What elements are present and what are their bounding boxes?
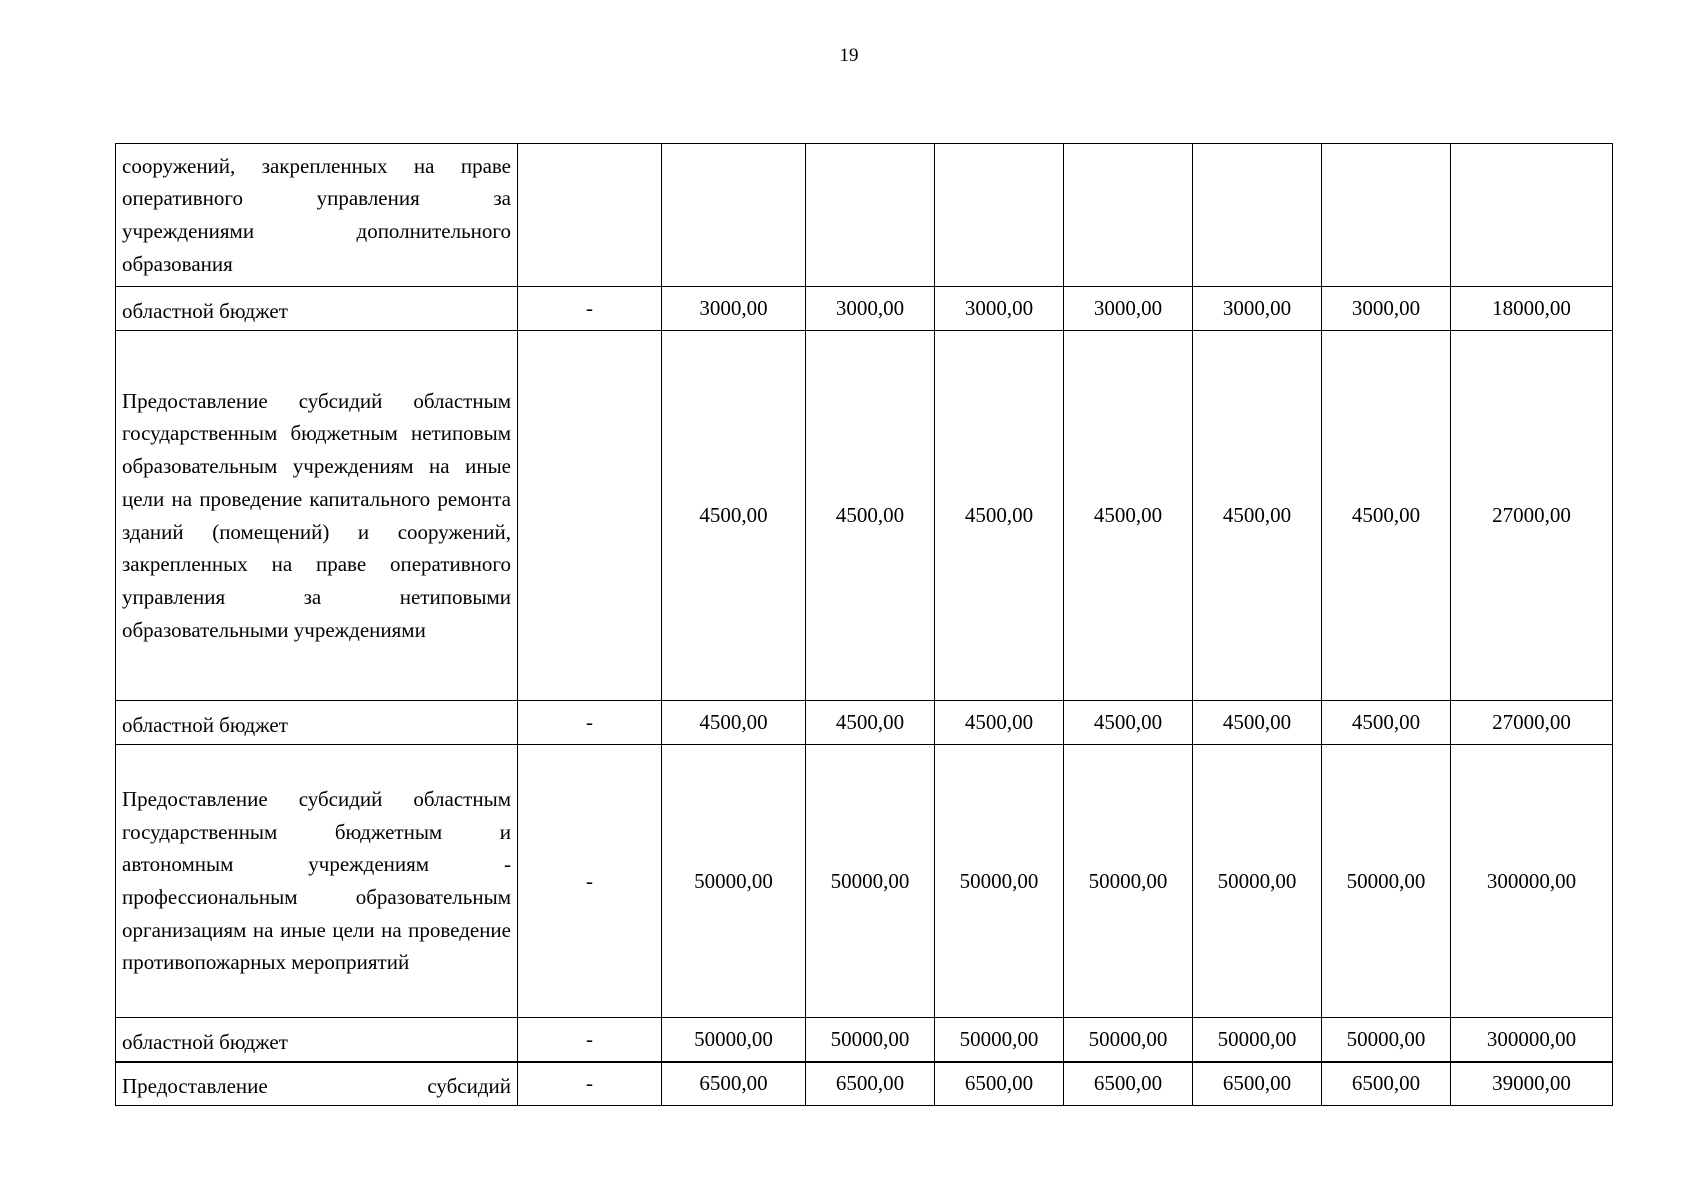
dash-cell: - [518,1018,662,1062]
row-name-cell: Предоставление субсидий областным государственным бюджетным и автономным учреждениям - профессиональным образовательным организациям на иные цели на проведение противопожарных мероприятий [116,745,518,1018]
value-cell: 50000,00 [1064,745,1193,1018]
value-cell: 6500,00 [1193,1062,1322,1106]
value-cell: 50000,00 [662,1018,806,1062]
value-cell [1322,144,1451,287]
value-cell [806,144,935,287]
row-name-cell: областной бюджет [116,1018,518,1062]
total-cell: 27000,00 [1451,331,1613,701]
dash-cell: - [518,701,662,745]
value-cell: 4500,00 [1064,331,1193,701]
dash-cell: - [518,287,662,331]
value-cell: 50000,00 [662,745,806,1018]
dash-cell [518,144,662,287]
value-cell: 50000,00 [1193,745,1322,1018]
value-cell [935,144,1064,287]
value-cell: 4500,00 [806,701,935,745]
value-cell: 50000,00 [935,745,1064,1018]
value-cell: 4500,00 [1193,701,1322,745]
value-cell: 50000,00 [935,1018,1064,1062]
value-cell: 50000,00 [1322,1018,1451,1062]
value-cell: 50000,00 [1064,1018,1193,1062]
value-cell: 3000,00 [1193,287,1322,331]
total-cell: 27000,00 [1451,701,1613,745]
row-name-cell: областной бюджет [116,287,518,331]
value-cell: 6500,00 [806,1062,935,1106]
table-row [116,331,1613,701]
total-cell [1451,144,1613,287]
total-cell: 300000,00 [1451,1018,1613,1062]
value-cell [662,144,806,287]
total-cell: 300000,00 [1451,745,1613,1018]
value-cell [1193,144,1322,287]
value-cell: 50000,00 [1322,745,1451,1018]
value-cell: 6500,00 [1322,1062,1451,1106]
value-cell: 4500,00 [1064,701,1193,745]
table-row [116,144,1613,287]
value-cell: 4500,00 [935,331,1064,701]
value-cell [1064,144,1193,287]
value-cell: 6500,00 [935,1062,1064,1106]
table-row [116,1062,1613,1106]
value-cell: 4500,00 [1322,701,1451,745]
value-cell: 4500,00 [935,701,1064,745]
value-cell: 3000,00 [806,287,935,331]
value-cell: 3000,00 [935,287,1064,331]
table-row [116,1018,1613,1062]
row-name-cell: сооружений, закрепленных на праве оперативного управления за учреждениями дополнительного образования [116,144,518,287]
value-cell: 4500,00 [1193,331,1322,701]
dash-cell [518,331,662,701]
value-cell: 3000,00 [1322,287,1451,331]
value-cell: 4500,00 [662,701,806,745]
value-cell: 50000,00 [806,1018,935,1062]
total-cell: 39000,00 [1451,1062,1613,1106]
value-cell: 4500,00 [1322,331,1451,701]
dash-cell: - [518,745,662,1018]
value-cell: 6500,00 [662,1062,806,1106]
value-cell: 4500,00 [806,331,935,701]
value-cell: 3000,00 [1064,287,1193,331]
page-number: 19 [839,45,859,66]
table-row [116,287,1613,331]
value-cell: 50000,00 [1193,1018,1322,1062]
total-cell: 18000,00 [1451,287,1613,331]
dash-cell: - [518,1062,662,1106]
value-cell: 6500,00 [1064,1062,1193,1106]
value-cell: 50000,00 [806,745,935,1018]
row-name-cell: областной бюджет [116,701,518,745]
row-name-cell: Предоставление субсидий областным государственным бюджетным нетиповым образовательным учреждениям на иные цели на проведение капитального ремонта зданий (помещений) и сооружений, закрепленных на праве оперативного управления за нетиповыми образовательными учреждениями [116,331,518,701]
table-row [116,745,1613,1018]
value-cell: 3000,00 [662,287,806,331]
budget-table [115,143,1613,1106]
table-row [116,701,1613,745]
value-cell: 4500,00 [662,331,806,701]
row-name-cell: Предоставление субсидий [116,1062,518,1106]
